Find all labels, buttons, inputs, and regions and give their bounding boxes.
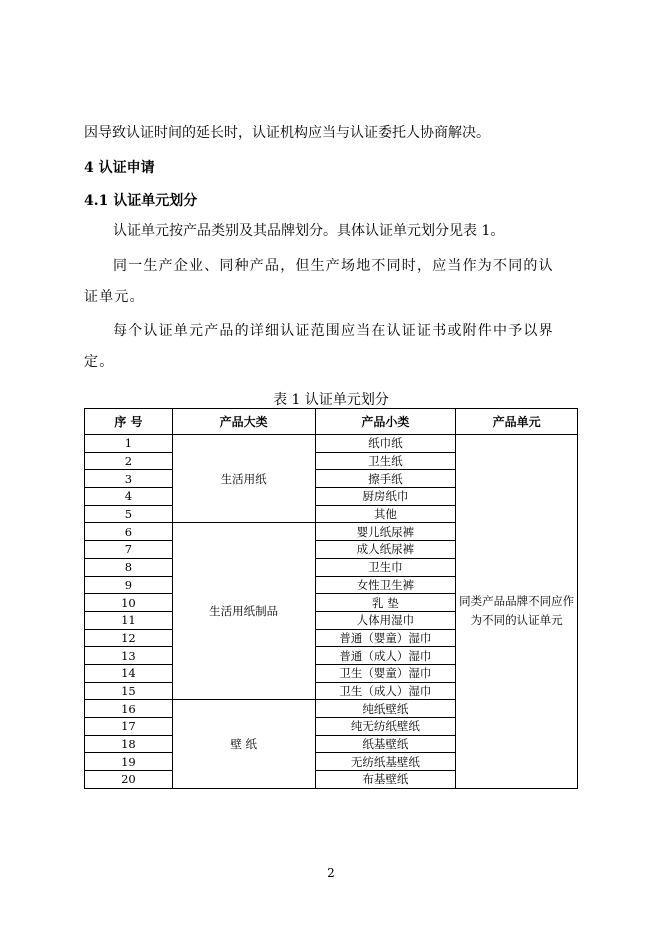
paragraph-1-text: 认证单元按产品类别及其品牌划分。具体认证单元划分见表 1。 (113, 223, 505, 239)
product-subcategory: 乳 垫 (315, 594, 456, 612)
product-category: 壁 纸 (172, 700, 315, 788)
product-subcategory: 婴儿纸尿裤 (315, 523, 456, 541)
row-number: 19 (85, 753, 173, 771)
product-subcategory: 人体用湿巾 (315, 611, 456, 629)
product-subcategory: 擦手纸 (315, 470, 456, 488)
row-number: 16 (85, 700, 173, 718)
product-subcategory: 普通（婴童）湿巾 (315, 629, 456, 647)
row-number: 14 (85, 664, 173, 682)
row-number: 17 (85, 718, 173, 736)
header-subcategory: 产品小类 (315, 409, 456, 435)
product-subcategory: 厨房纸巾 (315, 488, 456, 506)
header-unit: 产品单元 (456, 409, 578, 435)
paragraph-3-line-2: 定。 (84, 354, 115, 370)
row-number: 2 (85, 452, 173, 470)
intro-line: 因导致认证时间的延长时，认证机构应当与认证委托人协商解决。 (84, 125, 490, 141)
product-subcategory: 纯纸壁纸 (315, 700, 456, 718)
paragraph-1 (84, 216, 580, 247)
section-heading-4: 4 认证申请 (84, 160, 155, 176)
product-category: 生活用纸制品 (172, 523, 315, 700)
product-subcategory: 纸基壁纸 (315, 735, 456, 753)
certification-unit-table (84, 408, 578, 789)
row-number: 9 (85, 576, 173, 594)
row-number: 3 (85, 470, 173, 488)
table-header-row (85, 409, 578, 435)
product-subcategory: 纸巾纸 (315, 435, 456, 453)
row-number: 1 (85, 435, 173, 453)
row-number: 12 (85, 629, 173, 647)
product-subcategory: 其他 (315, 505, 456, 523)
row-number: 6 (85, 523, 173, 541)
row-number: 18 (85, 735, 173, 753)
product-category: 生活用纸 (172, 435, 315, 523)
product-subcategory: 无纺纸基壁纸 (315, 753, 456, 771)
paragraph-2-line-1: 同一生产企业、同种产品，但生产场地不同时，应当作为不同的认 (113, 258, 554, 274)
paragraph-2-line-2: 证单元。 (84, 289, 145, 305)
product-subcategory: 女性卫生裤 (315, 576, 456, 594)
product-subcategory: 成人纸尿裤 (315, 541, 456, 559)
row-number: 7 (85, 541, 173, 559)
row-number: 10 (85, 594, 173, 612)
row-number: 20 (85, 771, 173, 789)
paragraph-3-line-1: 每个认证单元产品的详细认证范围应当在认证证书或附件中予以界 (113, 323, 554, 339)
section-heading-4-1: 4.1 认证单元划分 (84, 193, 198, 209)
paragraph-2 (84, 251, 580, 313)
product-subcategory: 卫生（婴童）湿巾 (315, 664, 456, 682)
product-subcategory: 普通（成人）湿巾 (315, 647, 456, 665)
product-subcategory: 布基壁纸 (315, 771, 456, 789)
header-category: 产品大类 (172, 409, 315, 435)
page-number: 2 (327, 866, 335, 880)
row-number: 4 (85, 488, 173, 506)
row-number: 13 (85, 647, 173, 665)
table-row (85, 435, 578, 453)
row-number: 5 (85, 505, 173, 523)
row-number: 15 (85, 682, 173, 700)
product-unit-note: 同类产品品牌不同应作为不同的认证单元 (456, 435, 578, 789)
product-subcategory: 卫生巾 (315, 558, 456, 576)
table-caption: 表 1 认证单元划分 (273, 392, 389, 408)
header-no: 序 号 (85, 409, 173, 435)
product-subcategory: 卫生（成人）湿巾 (315, 682, 456, 700)
row-number: 11 (85, 611, 173, 629)
product-subcategory: 纯无纺纸壁纸 (315, 718, 456, 736)
product-subcategory: 卫生纸 (315, 452, 456, 470)
row-number: 8 (85, 558, 173, 576)
paragraph-3 (84, 316, 580, 378)
